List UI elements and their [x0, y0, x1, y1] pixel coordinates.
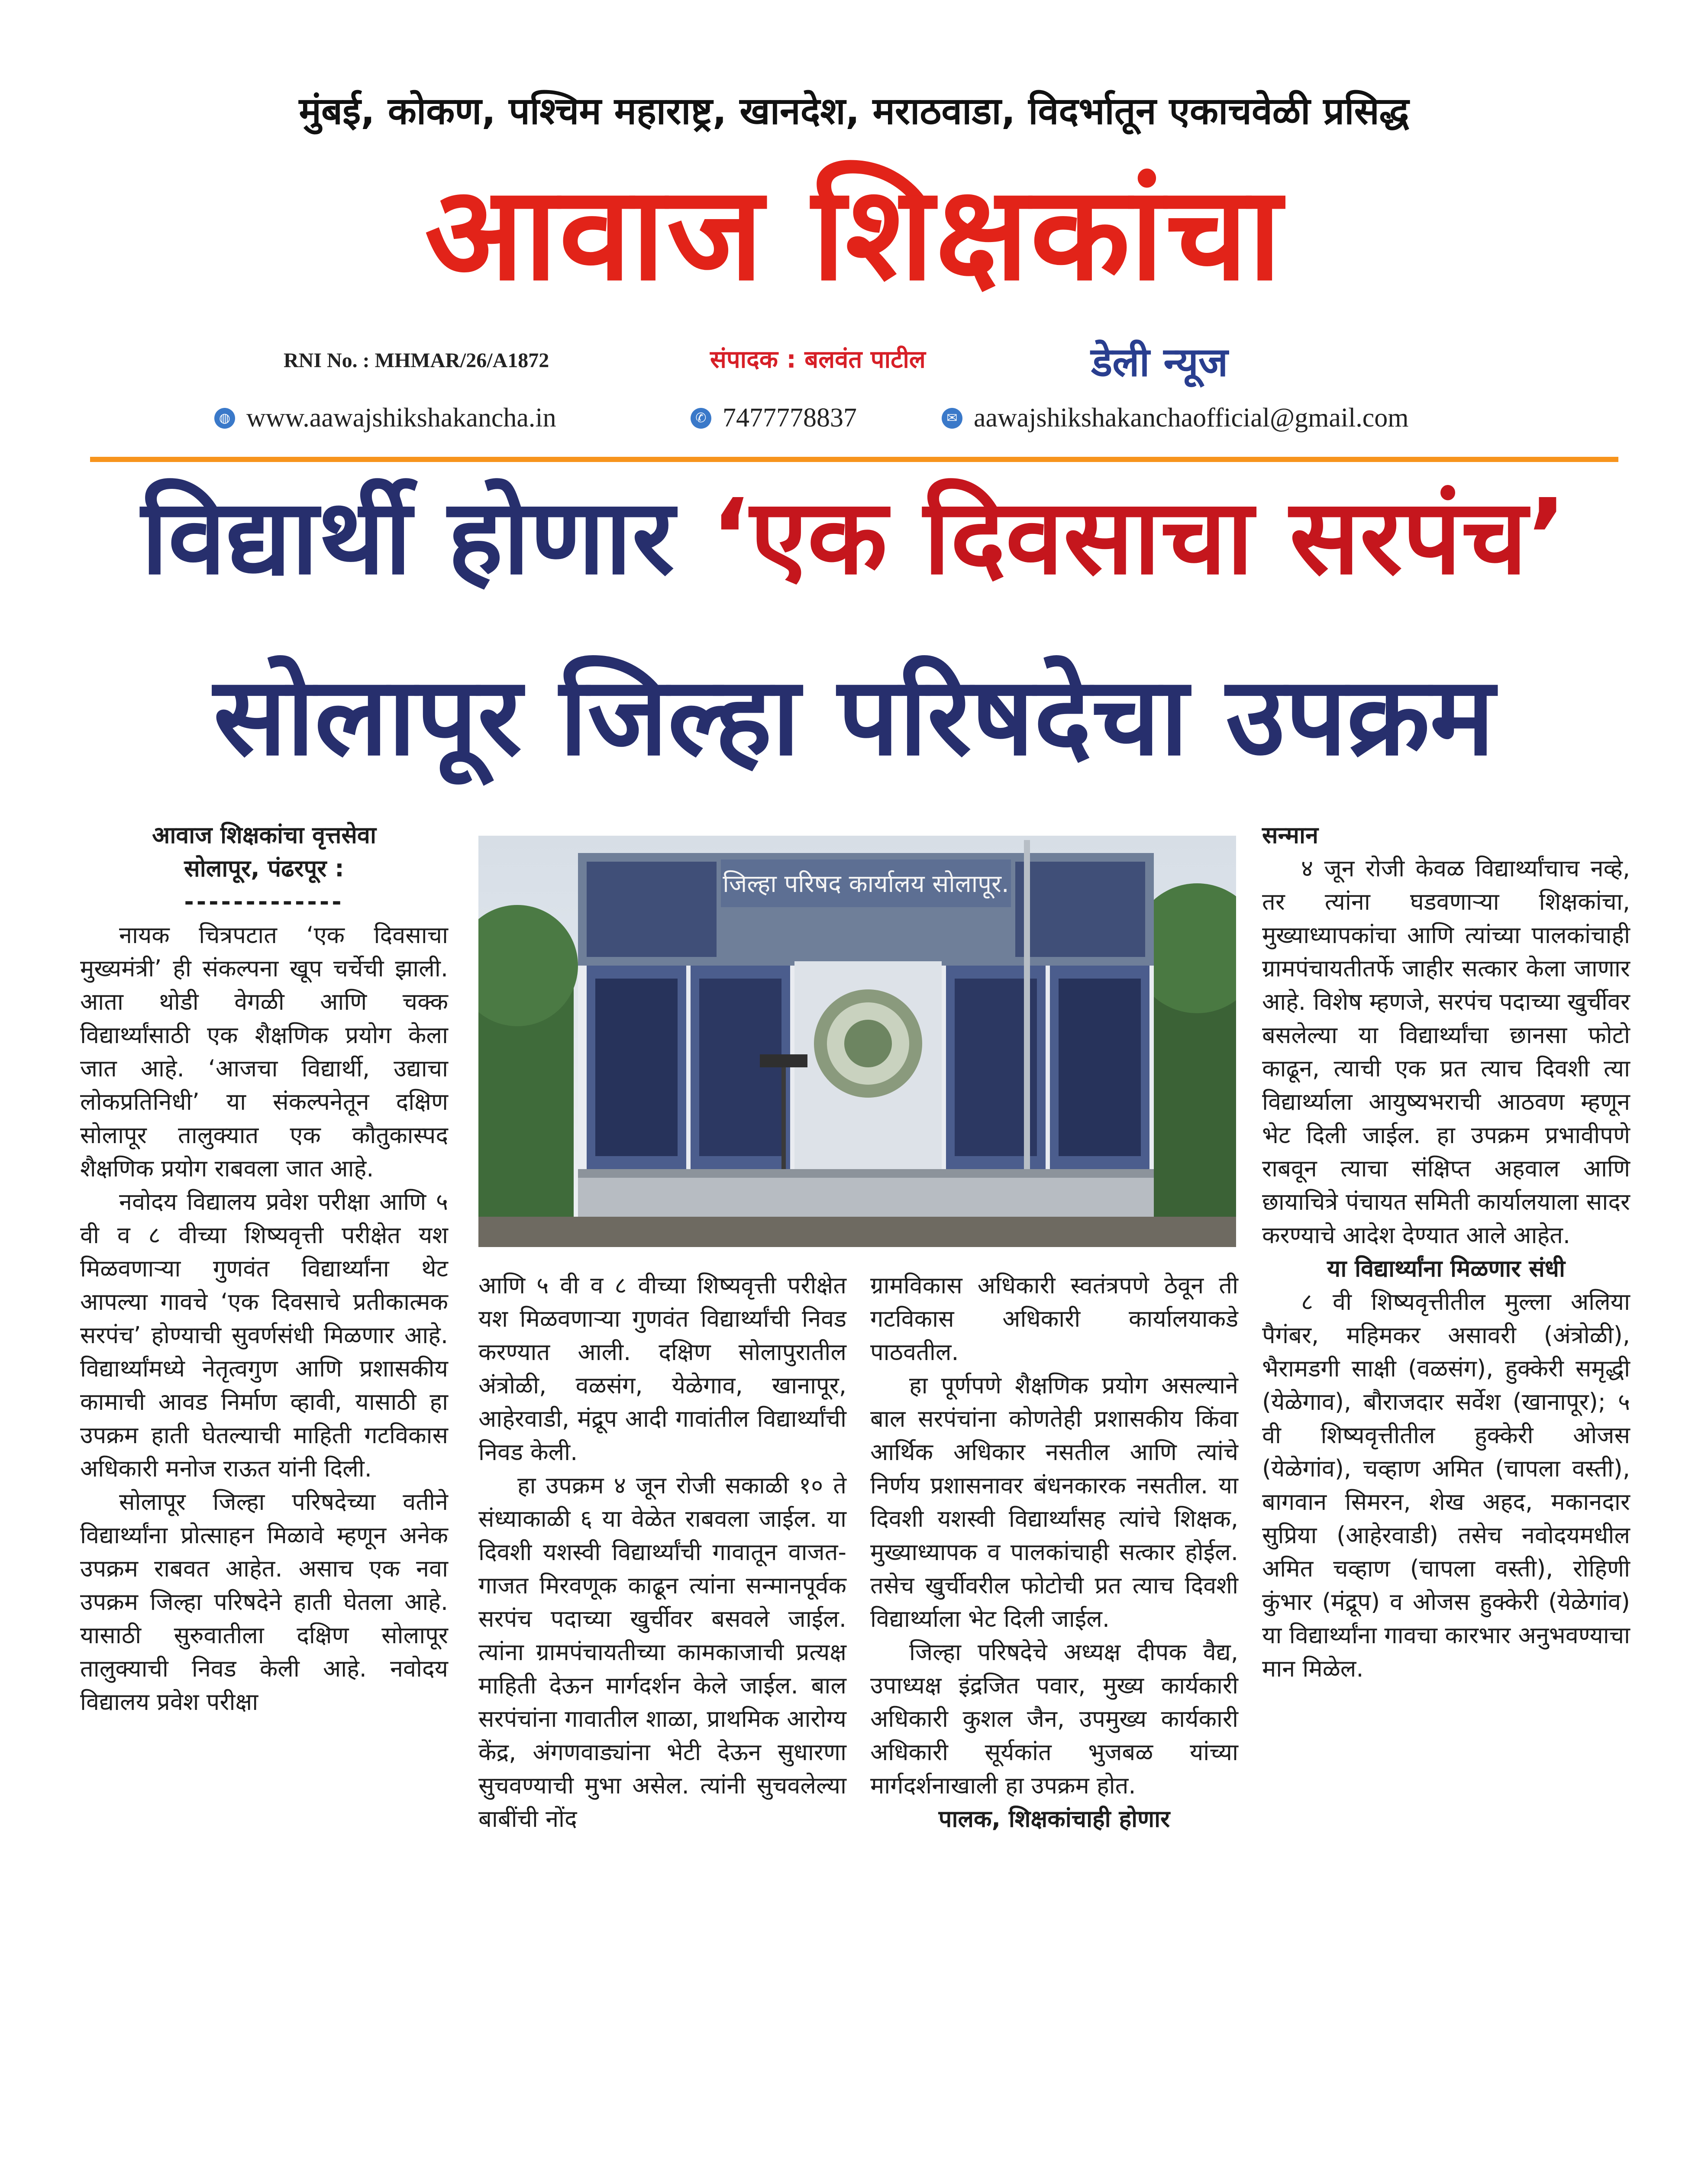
- subheading: पालक, शिक्षकांचाही होणार: [938, 1805, 1170, 1832]
- paragraph: ग्रामविकास अधिकारी स्वतंत्रपणे ठेवून ती गटविकास अधिकारी कार्यालयाकडे पाठवतील.: [870, 1272, 1238, 1366]
- subheading: या विद्यार्थ्यांना मिळणार संधी: [1327, 1255, 1565, 1282]
- article-column-1: [80, 818, 448, 1719]
- daily-news-label: डेली न्यूज: [1091, 339, 1228, 385]
- paragraph: सोलापूर जिल्हा परिषदेच्या वतीने विद्यार्थ्यांना प्रोत्साहन मिळावे म्हणून अनेक उपक्रम राबवत आहेत. असाच एक नवा उपक्रम जिल्हा परिषदेने हाती घेतला आहे. यासाठी सुरुवातीला दक्षिण सोलापूर तालुक्याची निवड केली आहे. नवोदय विद्यालय प्रवेश परीक्षा: [80, 1488, 448, 1716]
- paragraph: ४ जून रोजी केवळ विद्यार्थ्यांचाच नव्हे, तर त्यांना घडवणाऱ्या शिक्षकांचा, मुख्याध्यापकांचा आणि त्यांच्या पालकांचाही ग्रामपंचायतीतर्फे जाहीर सत्कार केला जाणार आहे. विशेष म्हणजे, सरपंच पदाच्या खुर्चीवर बसलेल्या या विद्यार्थ्यांचा छानसा फोटो काढून, त्याची एक प्रत त्याच दिवशी त्या विद्यार्थ्याला आयुष्यभराची आठवण म्हणून भेट दिली जाईल. हा उपक्रम प्रभावीपणे राबवून त्याचा संक्षिप्त अहवाल आणि छायाचित्रे पंचायत समिती कार्यालयाला सादर करण्याचे आदेश देण्यात आले आहेत.: [1262, 855, 1631, 1249]
- headline-line-1: [0, 476, 1708, 598]
- article-column-2: [478, 1269, 846, 1835]
- email-text: aawajshikshakanchaofficial@gmail.com: [974, 403, 1409, 433]
- header-divider: [90, 457, 1618, 462]
- byline-dateline: सोलापूर, पंढरपूर :: [184, 855, 344, 882]
- paragraph: हा पूर्णपणे शैक्षणिक प्रयोग असल्याने बाल सरपंचांना कोणतेही प्रशासकीय किंवा आर्थिक अधिकार नसतील आणि त्यांचे निर्णय प्रशासनावर बंधनकारक नसतील. या दिवशी यशस्वी विद्यार्थ्यांसह त्यांचे शिक्षक, मुख्याध्यापक व पालकांचाही सत्कार होईल. तसेच खुर्चीवरील फोटोची प्रत त्याच दिवशी विद्यार्थ्याला भेट दिली जाईल.: [870, 1372, 1238, 1632]
- paragraph: जिल्हा परिषदेचे अध्यक्ष दीपक वैद्य, उपाध्यक्ष इंद्रजित पवार, मुख्य कार्यकारी अधिकारी कुशल जैन, उपमुख्य कार्यकारी अधिकारी सूर्यकांत भुजबळ यांच्या मार्गदर्शनाखाली हा उपक्रम होत.: [870, 1638, 1238, 1799]
- paragraph: हा उपक्रम ४ जून रोजी सकाळी १० ते संध्याकाळी ६ या वेळेत राबवला जाईल. या दिवशी यशस्वी विद्यार्थ्यांची गावातून वाजत-गाजत मिरवणूक काढून त्यांना सन्मानपूर्वक सरपंच पदाच्या खुर्चीवर बसवले जाईल. त्यांना ग्रामपंचायतीच्या कामकाजाची प्रत्यक्ष माहिती देऊन मार्गदर्शन केले जाईल. बाल सरपंचांना गावातील शाळा, प्राथमिक आरोग्य केंद्र, अंगणवाड्यांना भेटी देऊन सुधारणा सुचवण्याची मुभा असेल. त्यांनी सुचवलेल्या बाबींची नोंद: [478, 1472, 846, 1832]
- article-column-4: [1262, 818, 1630, 1685]
- subheading: सन्मान: [1262, 821, 1318, 849]
- mail-icon: ✉: [942, 408, 962, 429]
- headline-part-b: ‘एक दिवसाचा सरपंच’: [710, 476, 1567, 598]
- article-photo: [478, 836, 1236, 1247]
- email-contact[interactable]: [942, 403, 1409, 433]
- paragraph: नायक चित्रपटात ‘एक दिवसाचा मुख्यमंत्री’ ही संकल्पना खूप चर्चेची झाली. आता थोडी वेगळी आणि चक्क विद्यार्थ्यांसाठी एक शैक्षणिक प्रयोग केला जात आहे. ‘आजचा विद्यार्थी, उद्याचा लोकप्रतिनिधी’ या संकल्पनेतून दक्षिण सोलापूर तालुक्यात एक कौतुकास्पद शैक्षणिक प्रयोग राबवला जात आहे.: [80, 921, 448, 1182]
- tagline: मुंबई, कोकण, पश्चिम महाराष्ट्र, खानदेश, मराठवाडा, विदर्भातून एकाचवेळी प्रसिद्ध: [299, 90, 1409, 133]
- signboard-text: जिल्हा परिषद कार्यालय सोलापूर.: [723, 870, 1009, 898]
- editor-name: संपादक : बलवंत पाटील: [710, 346, 926, 374]
- byline-agency: आवाज शिक्षकांचा वृत्तसेवा: [152, 821, 376, 849]
- paragraph: नवोदय विद्यालय प्रवेश परीक्षा आणि ५ वी व ८ वीच्या शिष्यवृत्ती परीक्षेत यश मिळवणाऱ्या गुणवंत विद्यार्थ्यांना थेट आपल्या गावचे ‘एक दिवसाचे प्रतीकात्मक सरपंच’ होण्याची सुवर्णसंधी मिळणार आहे. विद्यार्थ्यांमध्ये नेतृत्वगुण आणि प्रशासकीय कामाची आवड निर्माण व्हावी, यासाठी हा उपक्रम हाती घेतल्याची माहिती गटविकास अधिकारी मनोज राऊत यांनी दिली.: [80, 1188, 448, 1482]
- website-contact[interactable]: [214, 403, 556, 433]
- headline-line-2: सोलापूर जिल्हा परिषदेचा उपक्रम: [213, 653, 1495, 779]
- phone-text: 7477778837: [723, 403, 857, 433]
- byline-divider: -------------: [184, 888, 344, 915]
- phone-contact[interactable]: [691, 403, 857, 433]
- paragraph: ८ वी शिष्यवृत्तीतील मुल्ला अलिया पैगंबर, महिमकर असावरी (अंत्रोळी), भैरामडगी साक्षी (वळसंग), हुक्केरी समृद्धी (येळेगाव), बौराजदार सर्वेश (खानापूर); ५ वी शिष्यवृत्तीतील हुक्केरी ओजस (येळेगांव), चव्हाण अमित (चापला वस्ती), बागवान सिमरन, शेख अहद, मकानदार सुप्रिया (आहेरवाडी) तसेच नवोदयमधील अमित चव्हाण (चापला वस्ती), रोहिणी कुंभार (मंद्रूप) व ओजस हुक्केरी (येळेगांव) या विद्यार्थ्यांना गावचा कारभार अनुभवण्याचा मान मिळेल.: [1262, 1288, 1630, 1682]
- globe-icon: ◍: [214, 408, 235, 429]
- phone-icon: ✆: [691, 408, 711, 429]
- headline-part-a: विद्यार्थी होणार: [141, 476, 711, 598]
- rni-number: RNI No. : MHMAR/26/A1872: [284, 349, 549, 372]
- masthead-title: आवाज शिक्षकांचा: [424, 158, 1284, 309]
- website-text: www.aawajshikshakancha.in: [246, 403, 556, 433]
- paragraph: आणि ५ वी व ८ वीच्या शिष्यवृत्ती परीक्षेत यश मिळवणाऱ्या गुणवंत विद्यार्थ्यांची निवड करण्यात आली. दक्षिण सोलापुरातील अंत्रोळी, वळसंग, येळेगाव, खानापूर, आहेरवाडी, मंद्रूप आदी गावांतील विद्यार्थ्यांची निवड केली.: [478, 1272, 846, 1466]
- article-column-3: [870, 1269, 1238, 1835]
- zp-building-illustration: [478, 836, 1236, 1247]
